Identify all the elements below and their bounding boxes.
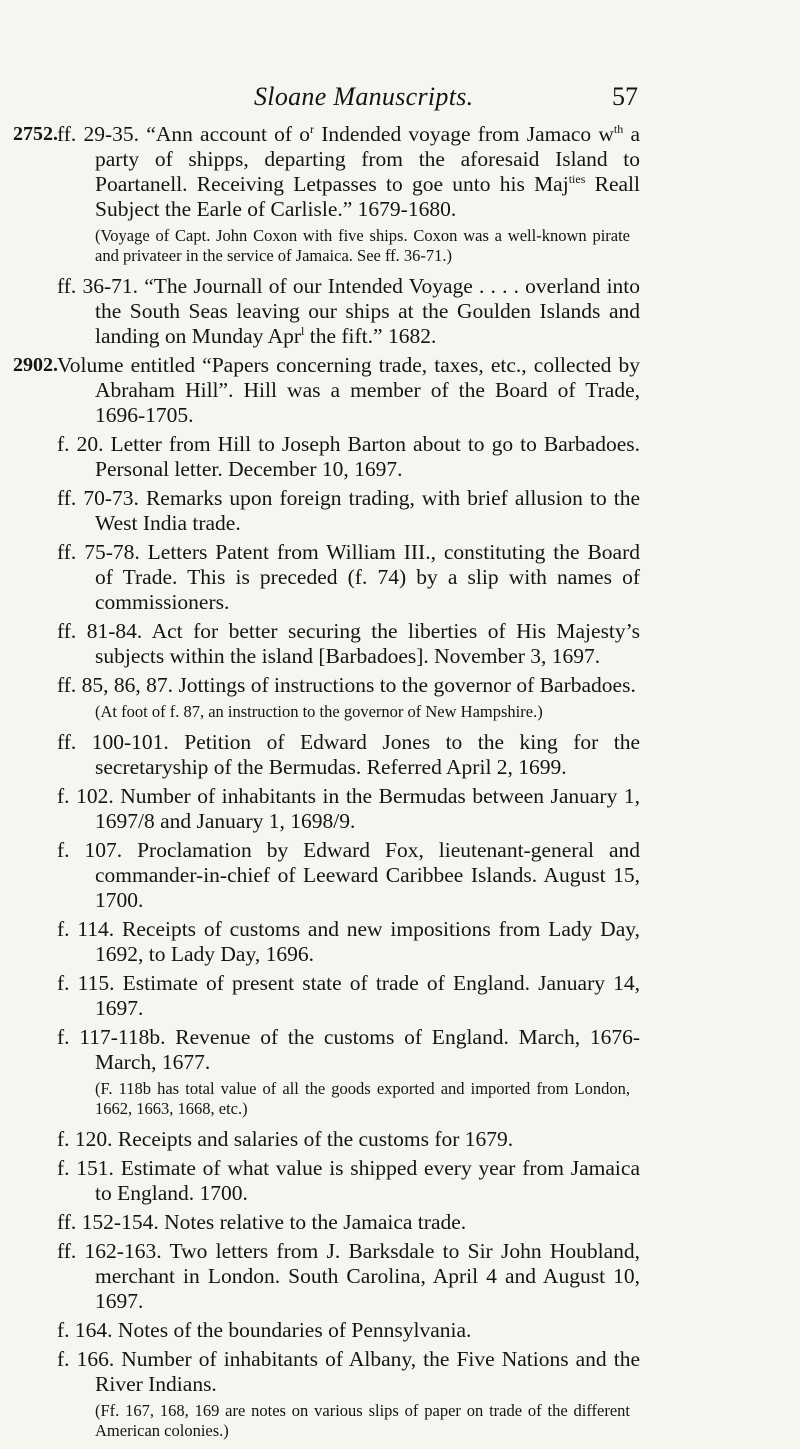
entry-description: Number of inhabitants of Albany, the Five Nations and the River Indians. (95, 1347, 640, 1396)
catalogue-entry (0, 1156, 640, 1206)
folio-reference: f. 114. (57, 917, 115, 941)
folio-reference: ff. 75-78. (57, 540, 140, 564)
manuscript-number: 2902. (13, 354, 58, 376)
catalogue-entry (0, 917, 640, 967)
catalogue-entry (0, 432, 640, 482)
catalogue-entry (0, 1318, 640, 1343)
catalogue-body (0, 122, 800, 1449)
entry-description: Two letters from J. Barksdale to Sir John Houbland, merchant in London. South Carolina, April 4 and August 10, 1697. (95, 1239, 640, 1313)
entry-description: Revenue of the customs of England. March, 1676-March, 1677. (95, 1025, 640, 1074)
entry-description: Receipts and salaries of the customs for 1679. (117, 1127, 514, 1151)
folio-reference: ff. 29-35. (57, 122, 140, 146)
folio-reference: ff. 152-154. (57, 1210, 159, 1234)
entry-description: Letter from Hill to Joseph Barton about to go to Barbadoes. Personal letter. December 10, 1697. (95, 432, 641, 481)
entry-description: Number of inhabitants in the Bermudas between January 1, 1697/8 and January 1, 1698/9. (95, 784, 641, 833)
page-number: 57 (612, 82, 638, 111)
catalogue-entry (0, 486, 640, 536)
editor-note: (Ff. 167, 168, 169 are notes on various slips of paper on trade of the different American colonies.) (95, 1401, 630, 1440)
entry-description: Notes relative to the Jamaica trade. (164, 1210, 467, 1234)
catalogue-entry (0, 1025, 640, 1075)
folio-reference: f. 102. (57, 784, 114, 808)
entry-description: Notes of the boundaries of Pennsylvania. (117, 1318, 472, 1342)
entry-description: Proclamation by Edward Fox, lieutenant-general and commander-in-chief of Leeward Caribbee Islands. August 15, 1700. (95, 838, 640, 912)
catalogue-entry (0, 1127, 640, 1152)
folio-reference: f. 166. (57, 1347, 115, 1371)
catalogue-entry (0, 730, 640, 780)
page-header (0, 82, 800, 112)
entry-description: Petition of Edward Jones to the king for the secretaryship of the Bermudas. Referred April 2, 1699. (95, 730, 640, 779)
catalogue-entry (0, 619, 640, 669)
folio-reference: f. 151. (57, 1156, 114, 1180)
folio-reference: ff. 70-73. (57, 486, 139, 510)
folio-reference: f. 20. (57, 432, 104, 456)
catalogue-entry (0, 1239, 640, 1314)
folio-reference: ff. 85, 86, 87. (57, 673, 174, 697)
folio-reference: f. 164. (57, 1318, 113, 1342)
entry-description: Act for better securing the liberties of His Majesty’s subjects within the island [Barbadoes]. November 3, 1697. (95, 619, 640, 668)
entry-description: Estimate of present state of trade of England. January 14, 1697. (95, 971, 640, 1020)
catalogue-entry (0, 971, 640, 1021)
entry-description: Letters Patent from William III., constituting the Board of Trade. This is preceded (f. 74) by a slip with names of commissioners. (95, 540, 640, 614)
catalogue-entry (0, 1347, 640, 1397)
entry-description: Receipts of customs and new impositions from Lady Day, 1692, to Lady Day, 1696. (95, 917, 640, 966)
folio-reference: ff. 36-71. (57, 274, 139, 298)
entry-description: “The Journall of our Intended Voyage . . . . overland into the South Seas leaving our ships at the Goulden Islands and landing on Munday Apr$^l$ the fift.” 1682. (95, 274, 641, 348)
catalogue-entry (0, 122, 640, 222)
folio-reference: f. 117-118b. (57, 1025, 166, 1049)
catalogue-entry (0, 540, 640, 615)
folio-reference: f. 115. (57, 971, 115, 995)
folio-reference: ff. 162-163. (57, 1239, 162, 1263)
catalogue-entry (0, 838, 640, 913)
folio-reference: f. 120. (57, 1127, 113, 1151)
entry-description: Estimate of what value is shipped every year from Jamaica to England. 1700. (95, 1156, 640, 1205)
folio-reference: f. 107. (57, 838, 123, 862)
entry-description: Volume entitled “Papers concerning trade, taxes, etc., collected by Abraham Hill”. Hill was a member of the Board of Trade, 1696-1705. (57, 353, 640, 427)
editor-note: (F. 118b has total value of all the goods exported and imported from London, 1662, 1663, 1668, etc.) (95, 1079, 630, 1118)
entry-description: Remarks upon foreign trading, with brief allusion to the West India trade. (95, 486, 641, 535)
running-title: Sloane Manuscripts. (254, 82, 474, 111)
catalogue-entry (0, 673, 640, 698)
editor-note: (Voyage of Capt. John Coxon with five ships. Coxon was a well-known pirate and privateer in the service of Jamaica. See ff. 36-71.) (95, 226, 630, 265)
folio-reference: ff. 100-101. (57, 730, 169, 754)
editor-note: (At foot of f. 87, an instruction to the governor of New Hampshire.) (95, 702, 543, 721)
catalogue-entry (0, 784, 640, 834)
entry-description: Jottings of instructions to the governor of Barbadoes. (178, 673, 636, 697)
entry-description: “Ann account of $o^r$ Indended voyage from Jamaco $w^{th}$ a party of shipps, departing from the aforesaid Island to Poartanell. Receiving Letpasses to goe unto his Maj$^{ties}$ Reall Subject the Earle of Carlisle.” 1679-1680. (95, 121, 641, 221)
manuscript-number: 2752. (13, 123, 58, 145)
catalogue-entry (0, 1210, 640, 1235)
folio-reference: ff. 81-84. (57, 619, 143, 643)
catalogue-entry (0, 274, 640, 349)
catalogue-entry (0, 353, 640, 428)
